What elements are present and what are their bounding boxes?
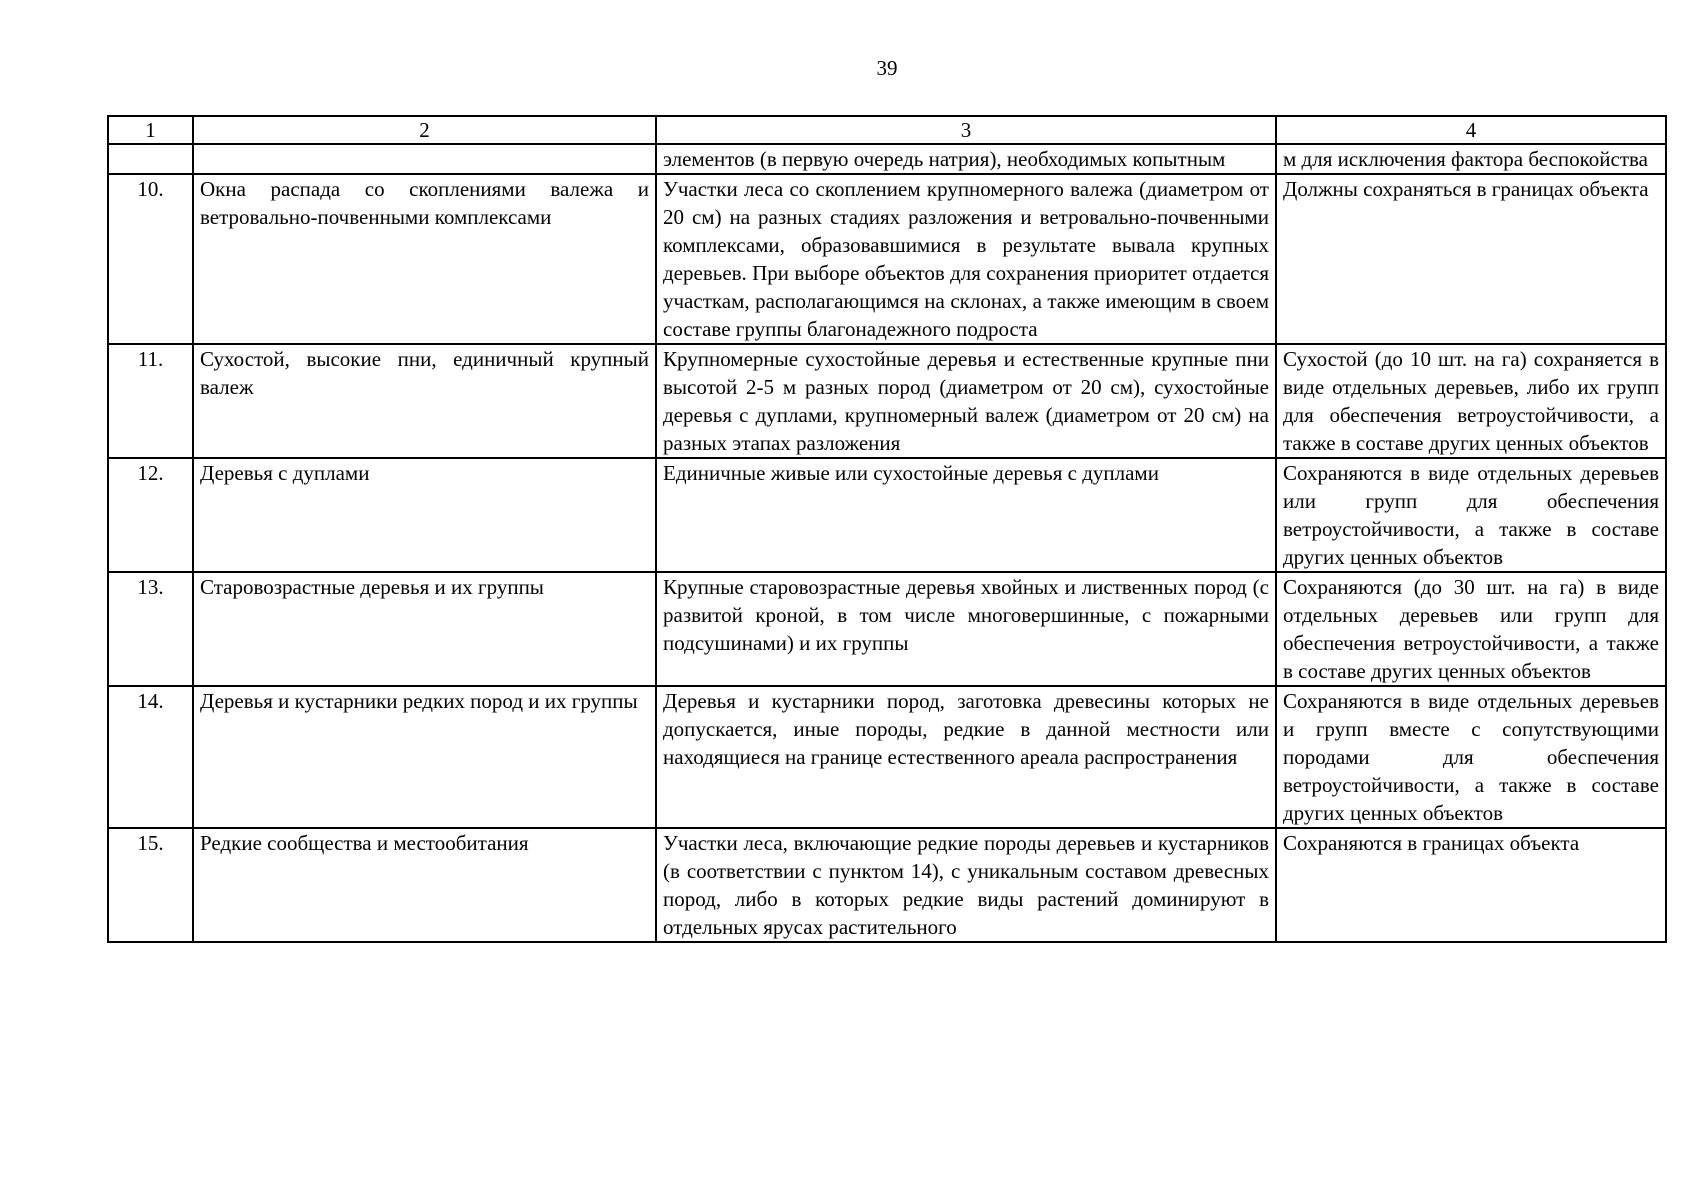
object-name-cell [193,144,656,174]
row-number: 12. [108,458,193,572]
requirement-cell: м для исключения фактора беспокойства [1276,144,1666,174]
description-cell: Участки леса, включающие редкие породы деревьев и кустарников (в соответствии с пунктом 14), с уникальным составом древесных пород, либо в которых редкие виды растений доминируют в отдельных ярусах растительного [656,828,1276,942]
column-header: 4 [1276,116,1666,144]
row-number: 10. [108,174,193,344]
table-row [108,572,1666,686]
object-name-cell: Сухостой, высокие пни, единичный крупный валеж [193,344,656,458]
description-cell: Крупномерные сухостойные деревья и естественные крупные пни высотой 2-5 м разных пород (диаметром от 20 см), сухостойные деревья с дуплами, крупномерный валеж (диаметром от 20 см) на разных этапах разложения [656,344,1276,458]
object-name-cell: Деревья и кустарники редких пород и их группы [193,686,656,828]
description-cell: Участки леса со скоплением крупномерного валежа (диаметром от 20 см) на разных стадиях разложения и ветровально-почвенными комплексами, образовавшимися в результате вывала крупных деревьев. При выборе объектов для сохранения приоритет отдается участкам, располагающимся на склонах, а также имеющим в своем составе группы благонадежного подроста [656,174,1276,344]
row-number [108,144,193,174]
column-header: 1 [108,116,193,144]
requirement-cell: Сохраняются в границах объекта [1276,828,1666,942]
requirement-cell: Сохраняются в виде отдельных деревьев или групп для обеспечения ветроустойчивости, а также в составе других ценных объектов [1276,458,1666,572]
column-header: 3 [656,116,1276,144]
object-name-cell: Редкие сообщества и местообитания [193,828,656,942]
table-row [108,686,1666,828]
requirement-cell: Сухостой (до 10 шт. на га) сохраняется в виде отдельных деревьев, либо их групп для обеспечения ветроустойчивости, а также в составе других ценных объектов [1276,344,1666,458]
description-cell: Крупные старовозрастные деревья хвойных и лиственных пород (с развитой кроной, в том числе многовершинные, с пожарными подсушинами) и их группы [656,572,1276,686]
page-number: 39 [876,56,898,80]
column-header: 2 [193,116,656,144]
row-number: 11. [108,344,193,458]
object-name-cell: Окна распада со скоплениями валежа и ветровально-почвенными комплексами [193,174,656,344]
description-cell: элементов (в первую очередь натрия), необходимых копытным [656,144,1276,174]
table-header-row [108,116,1666,144]
table-row [108,174,1666,344]
document-table [107,115,1667,943]
description-cell: Деревья и кустарники пород, заготовка древесины которых не допускается, иные породы, редкие в данной местности или находящиеся на границе естественного ареала распространения [656,686,1276,828]
description-cell: Единичные живые или сухостойные деревья с дуплами [656,458,1276,572]
table-row [108,458,1666,572]
row-number: 14. [108,686,193,828]
object-name-cell: Деревья с дуплами [193,458,656,572]
object-name-cell: Старовозрастные деревья и их группы [193,572,656,686]
requirement-cell: Сохраняются (до 30 шт. на га) в виде отдельных деревьев или групп для обеспечения ветроустойчивости, а также в составе других ценных объектов [1276,572,1666,686]
table-row [108,828,1666,942]
row-number: 15. [108,828,193,942]
requirement-cell: Сохраняются в виде отдельных деревьев и групп вместе с сопутствующими породами для обеспечения ветроустойчивости, а также в составе других ценных объектов [1276,686,1666,828]
table-row [108,144,1666,174]
row-number: 13. [108,572,193,686]
requirement-cell: Должны сохраняться в границах объекта [1276,174,1666,344]
table-row [108,344,1666,458]
